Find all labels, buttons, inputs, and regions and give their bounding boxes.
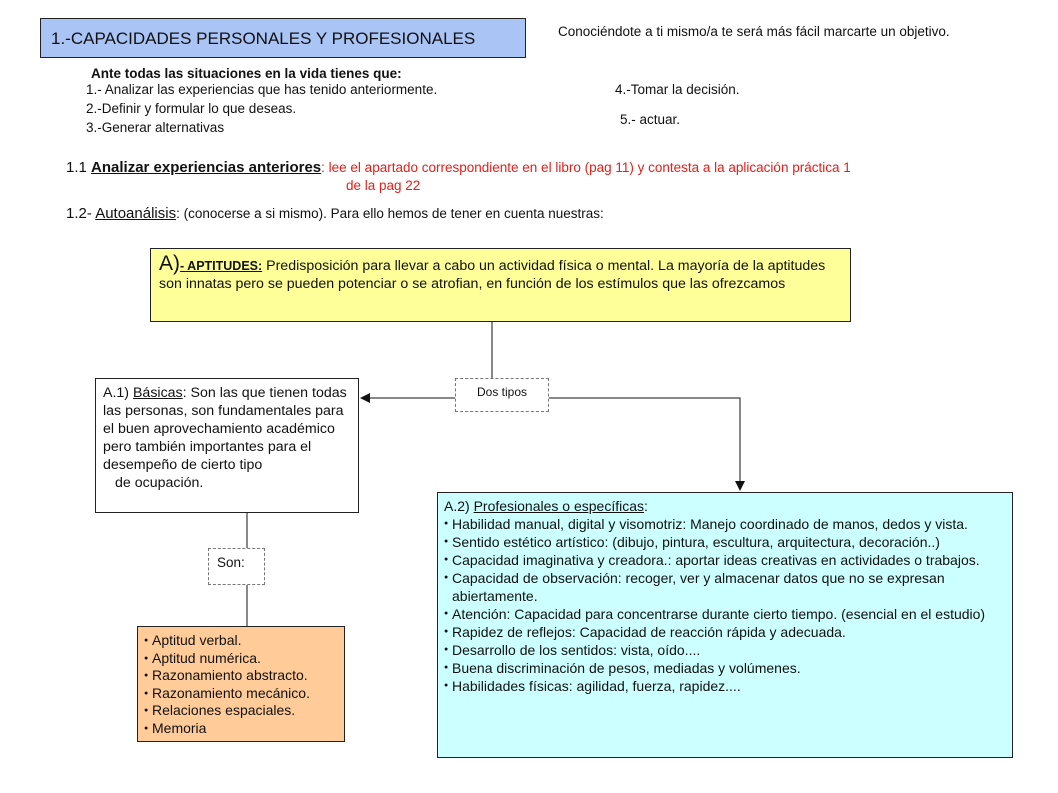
list-item: ● Razonamiento abstracto.: [144, 667, 338, 685]
profesionales-prefix: A.2): [444, 498, 474, 514]
step-3: 3.-Generar alternativas: [86, 120, 225, 135]
list-item: ● Relaciones espaciales.: [144, 702, 338, 720]
basicas-prefix: A.1): [103, 385, 133, 401]
intro-heading: Ante todas las situaciones en la vida tienes que:: [91, 66, 402, 81]
basicas-box: [95, 378, 359, 513]
list-item: ● Atención: Capacidad para concentrarse durante cierto tiempo. (esencial en el estudio): [444, 605, 1006, 623]
section-1-1-label: Analizar experiencias anteriores: [91, 159, 322, 176]
section-1-2-number: 1.2-: [66, 205, 96, 222]
list-item: ● Desarrollo de los sentidos: vista, oído....: [444, 641, 1006, 659]
list-item: ● Capacidad de observación: recoger, ver y almacenar datos que no se expresan abiertamente.: [444, 569, 1006, 605]
motto: Conociéndote a ti mismo/a te será más fácil marcarte un objetivo.: [558, 24, 950, 39]
aptitudes-text: Predisposición para llevar a cabo un actividad física o mental. La mayoría de la aptitudes son innatas pero se pueden potenciar o se atrofian, en función de los estímulos que las ofrezcamos: [159, 258, 826, 292]
basicas-list: [144, 632, 338, 737]
list-item: ● Sentido estético artístico: (dibujo, pintura, escultura, arquitectura, decoración..): [444, 533, 1006, 551]
list-item: ● Capacidad imaginativa y creadora.: aportar ideas creativas en actividades o trabajos.: [444, 551, 1006, 569]
list-item: ● Buena discriminación de pesos, mediadas y volúmenes.: [444, 659, 1006, 677]
list-item: ● Aptitud numérica.: [144, 650, 338, 668]
aptitudes-letter: A): [159, 252, 180, 275]
list-item: ● Razonamiento mecánico.: [144, 685, 338, 703]
section-1-2-label: Autoanálisis: [95, 205, 177, 222]
basicas-text: : Son las que tienen todas las personas, son fundamentales para el buen aprovechamiento académico pero también importantes para el desempeño de cierto tipo: [103, 385, 347, 473]
list-item: ● Aptitud verbal.: [144, 632, 338, 650]
basicas-label: Básicas: [132, 385, 183, 401]
list-item: ● Habilidades físicas: agilidad, fuerza, rapidez....: [444, 677, 1006, 695]
list-item: ● Rapidez de reflejos: Capacidad de reacción rápida y adecuada.: [444, 623, 1006, 641]
profesionales-list: [444, 515, 1006, 695]
section-1-2-text: : (conocerse a si mismo). Para ello hemos de tener en cuenta nuestras:: [176, 206, 604, 221]
section-1-1: [66, 159, 1026, 177]
step-1: 1.- Analizar las experiencias que has tenido anteriormente.: [86, 82, 438, 97]
dos-tipos-label: Dos tipos: [455, 378, 549, 412]
list-item: ● Habilidad manual, digital y visomotriz: Manejo coordinado de manos, dedos y vista.: [444, 515, 1006, 533]
basicas-last: de ocupación.: [115, 475, 204, 491]
profesionales-suffix: :: [644, 498, 648, 514]
step-5: 5.- actuar.: [620, 112, 681, 127]
step-4: 4.-Tomar la decisión.: [615, 82, 740, 97]
page-title: 1.-CAPACIDADES PERSONALES Y PROFESIONALES: [40, 18, 526, 58]
section-1-1-number: 1.1: [66, 159, 92, 176]
profesionales-box: [437, 492, 1013, 758]
son-label: Son:: [208, 548, 265, 585]
aptitudes-box: [150, 248, 851, 322]
list-item: ● Memoria: [144, 720, 338, 738]
profesionales-label: Profesionales o específicas: [473, 498, 645, 514]
arrow-to-profesionales: [548, 398, 740, 490]
section-1-2: [66, 205, 604, 223]
section-1-1-text: : lee el apartado correspondiente en el libro (pag 11) y contesta a la aplicación práctica 1: [321, 160, 851, 175]
step-2: 2.-Definir y formular lo que deseas.: [86, 101, 297, 116]
profesionales-heading: [444, 497, 1006, 515]
aptitudes-label: - APTITUDES:: [180, 259, 263, 273]
basicas-list-box: [137, 626, 345, 742]
section-1-1-text-line2: de la pag 22: [346, 178, 421, 193]
